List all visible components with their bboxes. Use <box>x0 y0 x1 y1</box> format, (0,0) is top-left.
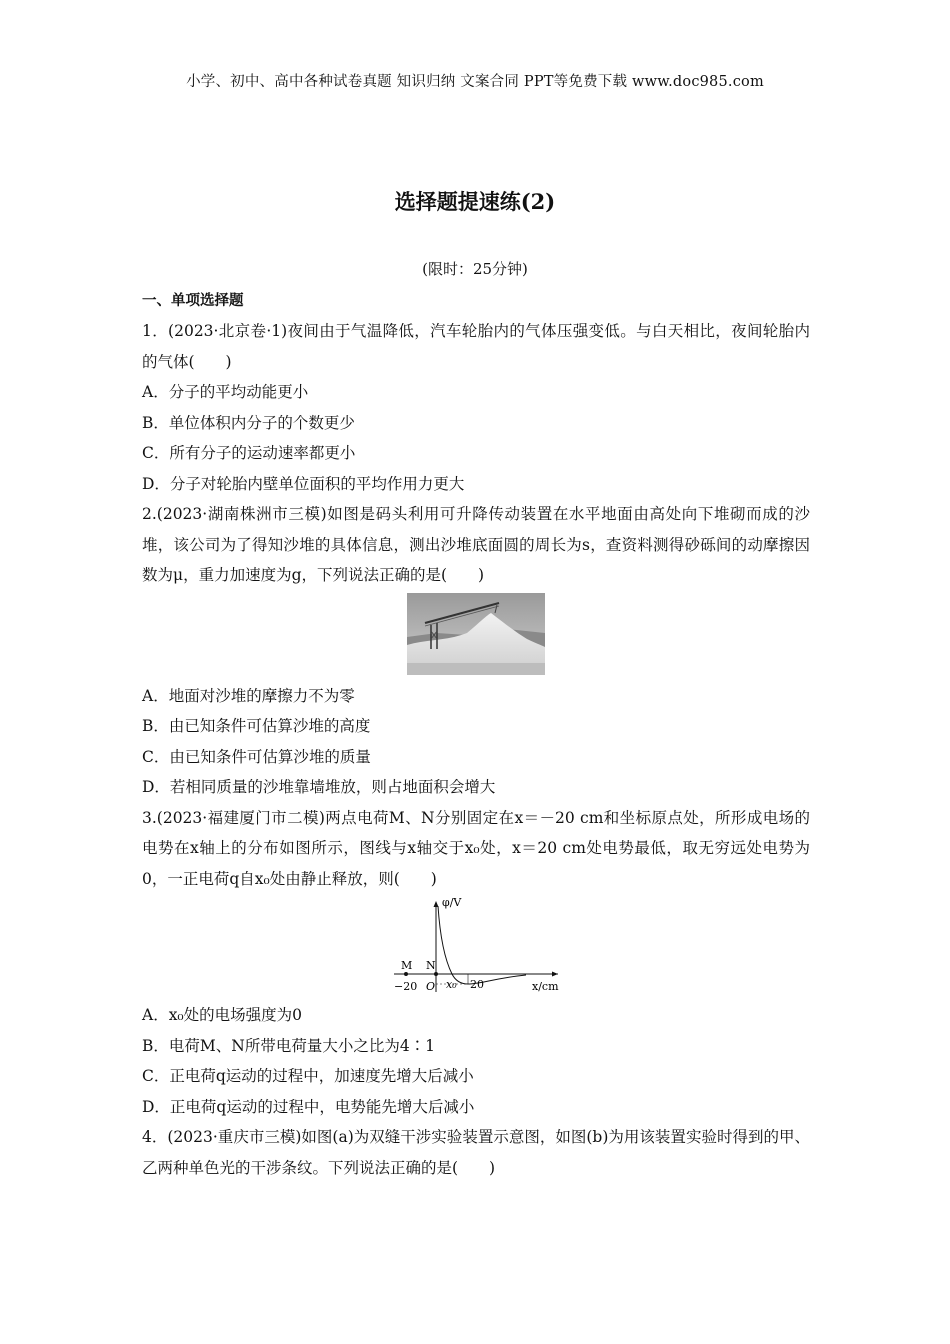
option-a: A．地面对沙堆的摩擦力不为零 <box>142 686 355 705</box>
option-c: C．正电荷q运动的过程中，加速度先增大后减小 <box>142 1067 474 1085</box>
question-stem: 3.(2023·福建厦门市二模)两点电荷M、N分别固定在x＝－20 cm和坐标原点处，所形成电场的电势在x轴上的分布如图所示，图线与x轴交于x₀处，x＝20 cm处电势最低，取无穷远处电势为0，一正电荷q自x₀处由静止释放，则( ) <box>142 808 810 888</box>
question-stem: 1．(2023·北京卷·1)夜间由于气温降低，汽车轮胎内的气体压强变低。与白天相比，夜间轮胎内的气体( ) <box>142 322 810 371</box>
y-axis-label: φ/V <box>442 896 462 909</box>
origin-label: O <box>426 980 436 993</box>
potential-curve <box>438 906 526 984</box>
question-2 <box>142 499 810 803</box>
question-3 <box>142 803 810 1123</box>
option-c: C．所有分子的运动速率都更小 <box>142 444 356 462</box>
potential-graph <box>386 896 566 996</box>
option-b: B．由已知条件可估算沙堆的高度 <box>142 717 371 735</box>
question-stem: 2.(2023·湖南株洲市三模)如图是码头利用可升降传动装置在水平地面由高处向下堆砌而成的沙堆，该公司为了得知沙堆的具体信息，测出沙堆底面圆的周长为s，查资料测得砂砾间的动摩擦因数为μ，重力加速度为g，下列说法正确的是( ) <box>142 505 810 584</box>
tick-20: 20 <box>470 978 484 991</box>
time-limit: (限时：25分钟) <box>422 260 528 278</box>
option-c: C．由已知条件可估算沙堆的质量 <box>142 747 371 766</box>
figure-container <box>142 591 810 681</box>
option-d: D．正电荷q运动的过程中，电势能先增大后减小 <box>142 1097 475 1116</box>
question-1 <box>142 316 810 499</box>
charge-n-dot <box>434 972 438 976</box>
charge-n-label: N <box>426 959 436 972</box>
question-list <box>142 286 810 1183</box>
sand-pile-photo <box>407 593 545 675</box>
header-banner: 小学、初中、高中各种试卷真题 知识归纳 文案合同 PPT等免费下载 www.doc985.com <box>186 74 764 90</box>
option-a: A．x₀处的电场强度为0 <box>142 1006 303 1024</box>
charge-m-label: M <box>401 959 413 972</box>
x-axis-arrow <box>552 972 558 977</box>
tick-x0: x₀ <box>446 978 457 991</box>
section-heading: 一、单项选择题 <box>142 293 244 309</box>
option-d: D．分子对轮胎内壁单位面积的平均作用力更大 <box>142 474 465 493</box>
x-axis-label: x/cm <box>532 980 559 993</box>
option-a: A．分子的平均动能更小 <box>142 383 309 401</box>
tick-neg20: −20 <box>394 980 418 993</box>
option-d: D．若相同质量的沙堆靠墙堆放，则占地面积会增大 <box>142 778 496 796</box>
question-4 <box>142 1122 810 1183</box>
page-title: 选择题提速练(2) <box>394 189 556 214</box>
question-stem: 4．(2023·重庆市三模)如图(a)为双缝干涉实验装置示意图，如图(b)为用该装置实验时得到的甲、乙两种单色光的干涉条纹。下列说法正确的是( ) <box>142 1128 810 1177</box>
option-b: B．电荷M、N所带电荷量大小之比为4∶1 <box>142 1036 436 1055</box>
option-b: B．单位体积内分子的个数更少 <box>142 413 355 432</box>
figure-container <box>142 894 810 1000</box>
charge-m-dot <box>404 972 408 976</box>
